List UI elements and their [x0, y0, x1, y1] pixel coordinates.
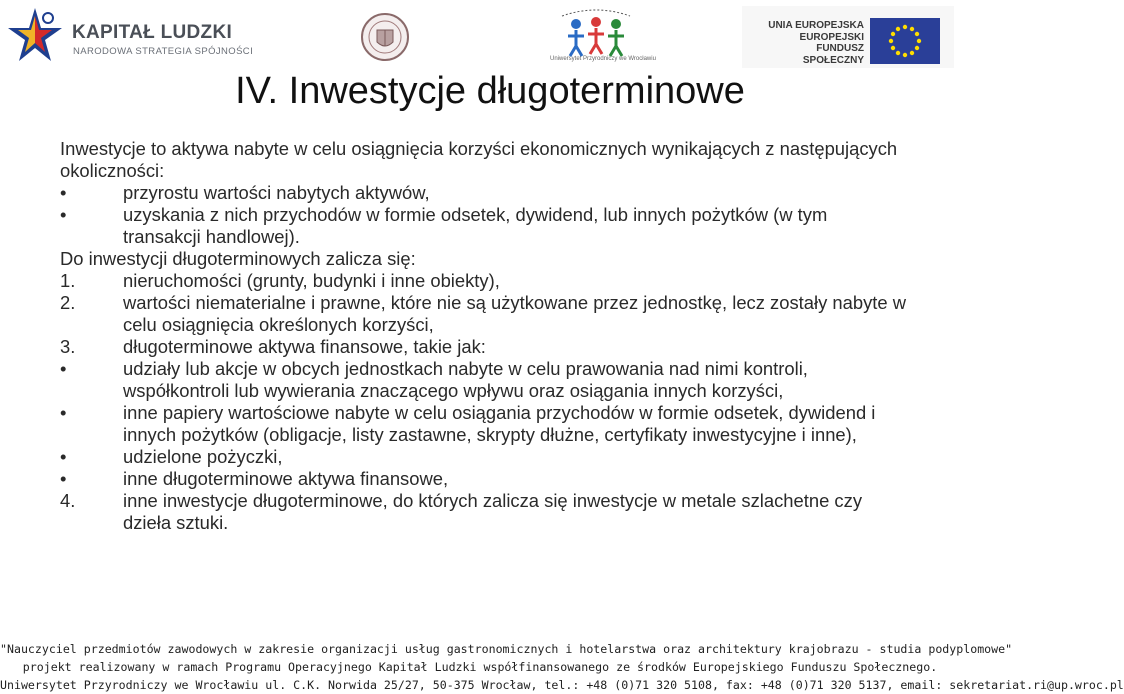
bullet-marker: • [60, 204, 67, 225]
footer-line-2: projekt realizowany w ramach Programu Operacyjnego Kapitał Ludzki współfinansowanego ze środków Europejskiego Funduszu Społecznego. [22, 660, 938, 674]
item-number: 4. [60, 490, 76, 511]
item-text: długoterminowe aktywa finansowe, takie jak: [123, 336, 486, 357]
eu-flag-icon [870, 18, 940, 64]
header-logo-bar [0, 0, 960, 70]
bullet-text: uzyskania z nich przychodów w formie odsetek, dywidend, lub innych pożytków (w tym transakcji handlowej). [123, 204, 828, 247]
footer-line-1: "Nauczyciel przedmiotów zawodowych w zakresie organizacji usług gastronomicznych i hotelarstwa oraz architektury krajobrazu - studia podyplomowe" [0, 642, 1013, 656]
item-text: inne inwestycje długoterminowe, do których zalicza się inwestycje w metale szlachetne czy dzieła sztuki. [123, 490, 863, 533]
sub-bullet-4 [60, 468, 910, 490]
bullet-marker: • [60, 402, 67, 423]
university-crest-icon [360, 10, 410, 64]
footer-line-3: Uniwersytet Przyrodniczy we Wrocławiu ul. C.K. Norwida 25/27, 50-375 Wrocław, tel.: +48 (0)71 320 5108, fax: +48 (0)71 320 5137, email: sekretariat.ri@up.wroc.pl [0, 678, 1124, 692]
numbered-item-4 [60, 490, 910, 534]
bullet-text: udzielone pożyczki, [123, 446, 283, 467]
sub-bullet-2 [60, 402, 910, 446]
bullet-text: udziały lub akcje w obcych jednostkach nabyte w celu prawowania nad nimi kontroli, współkontroli lub wywierania znaczącego wpływu oraz osiągania innych korzyści, [123, 358, 808, 401]
intro-bullet-1 [60, 182, 910, 204]
intro-bullet-2 [60, 204, 910, 248]
intro-paragraph: Inwestycje to aktywa nabyte w celu osiągnięcia korzyści ekonomicznych wynikających z następujących okoliczności: [60, 138, 898, 181]
slide-body [60, 138, 910, 534]
item-text: wartości niematerialne i prawne, które nie są użytkowane przez jednostkę, lecz zostały nabyte w celu osiągnięcia określonych korzyści, [123, 292, 907, 335]
page-title: IV. Inwestycje długoterminowe [235, 70, 745, 112]
bullet-marker: • [60, 468, 67, 489]
bullet-marker: • [60, 182, 67, 203]
footer [0, 640, 1124, 694]
bullet-text: inne długoterminowe aktywa finansowe, [123, 468, 449, 489]
bullet-text: inne papiery wartościowe nabyte w celu osiągania przychodów w formie odsetek, dywidend i innych pożytków (obligacje, listy zastawne, skrypty dłużne, certyfikaty inwestycyjne i inne), [123, 402, 876, 445]
numbered-item-3 [60, 336, 910, 358]
bullet-text: przyrostu wartości nabytych aktywów, [123, 182, 430, 203]
kids-logo-caption: Uniwersytet Przyrodniczy we Wrocławiu [550, 56, 656, 62]
item-number: 3. [60, 336, 76, 357]
kapital-ludzki-subtitle: NARODOWA STRATEGIA SPÓJNOŚCI [73, 46, 254, 57]
sub-bullet-3 [60, 446, 910, 468]
sub-bullet-1 [60, 358, 910, 402]
subheading: Do inwestycji długoterminowych zalicza się: [60, 248, 416, 269]
numbered-item-1 [60, 270, 910, 292]
item-number: 1. [60, 270, 76, 291]
eu-logo-text: UNIA EUROPEJSKA EUROPEJSKI FUNDUSZ SPOŁECZNY [768, 20, 864, 66]
kapital-ludzki-star-icon [6, 6, 64, 64]
item-text: nieruchomości (grunty, budynki i inne obiekty), [123, 270, 500, 291]
item-number: 2. [60, 292, 76, 313]
kapital-ludzki-logo [6, 6, 254, 62]
bullet-marker: • [60, 358, 67, 379]
eu-logo [742, 6, 954, 68]
numbered-item-2 [60, 292, 910, 336]
bullet-marker: • [60, 446, 67, 467]
kapital-ludzki-title: KAPITAŁ LUDZKI [72, 22, 233, 43]
